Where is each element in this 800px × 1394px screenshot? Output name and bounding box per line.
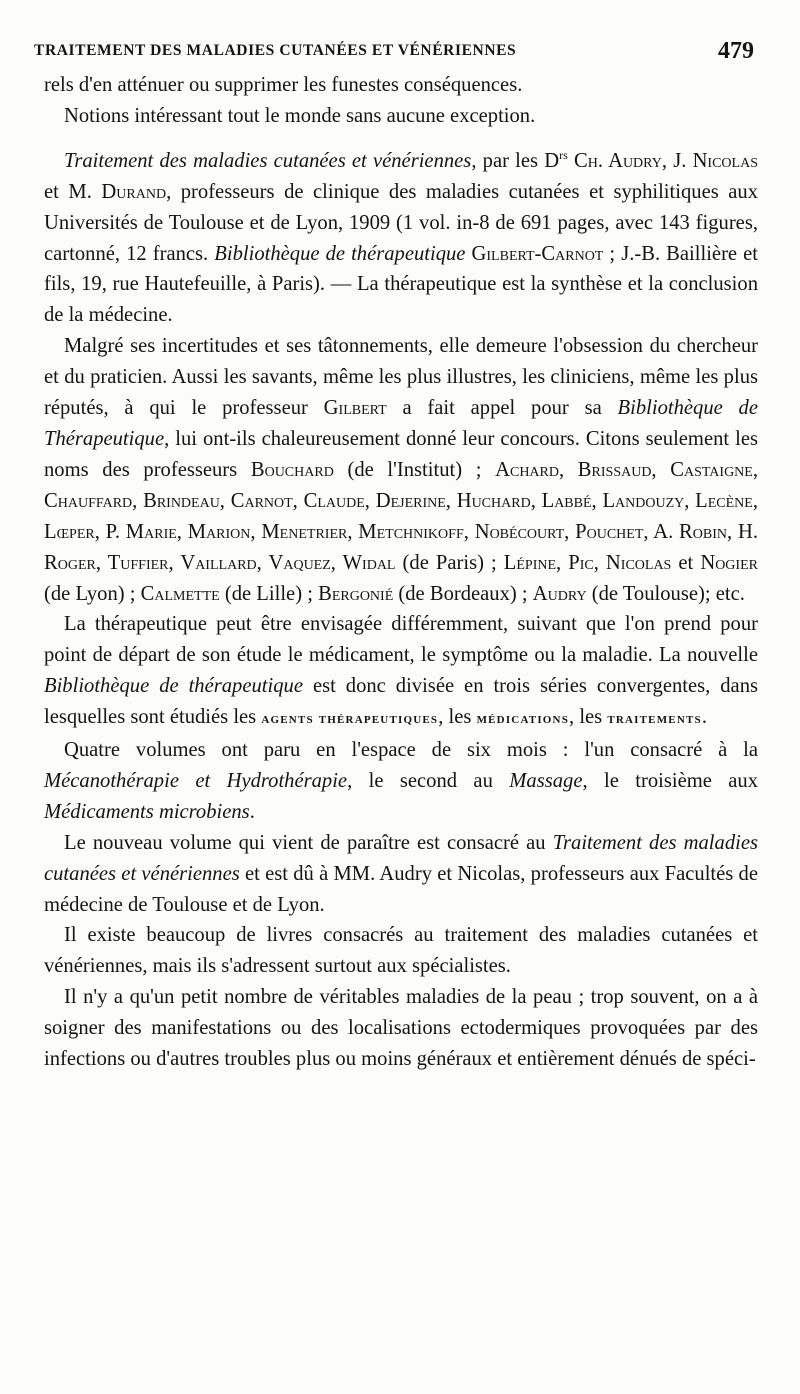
p5-text-4: . xyxy=(249,800,255,823)
author-durand: Durand xyxy=(101,180,167,203)
p3-text-3: , lui ont-ils chaleureusement donné leur concours. Citons seulement les noms des professeurs xyxy=(44,427,758,481)
paragraph-5 xyxy=(44,735,758,828)
citation-by: , par les D xyxy=(471,149,560,172)
citation-sep-1: , J. xyxy=(661,149,693,172)
p3-text-8: (de Lille) ; xyxy=(219,582,319,605)
series-agents: agents thérapeutiques xyxy=(261,711,439,728)
p5-text-1: Quatre volumes ont paru en l'espace de six mois : l'un consacré à la xyxy=(64,739,758,762)
author-nicolas: Nicolas xyxy=(692,149,758,172)
citation-drs-sup: rs xyxy=(559,147,568,162)
paragraph-1-line-1: rels d'en atténuer ou supprimer les funestes conséquences. xyxy=(44,74,523,96)
p4-text-1: La thérapeutique peut être envisagée différemment, suivant que l'on prend pour point de départ de son étude le médicament, le symptôme ou la maladie. La nouvelle xyxy=(44,613,758,667)
citation-text-2: ; J.-B. Baillière et fils, 19, rue Hautefeuille, à Paris). — La thérapeutique est la synthèse et la conclusion de la médecine. xyxy=(44,242,758,327)
citation-sep-2: et M. xyxy=(44,180,102,203)
p3-text-1: Malgré ses incertitudes et ses tâtonnements, elle demeure l'obsession du chercheur et du praticien. Aussi les savants, même les plus illustres, les cliniciens, même les plus réputés, à qui le professeur xyxy=(44,335,758,420)
p3-text-2: a fait appel pour sa xyxy=(386,397,618,420)
p3-text-6: et xyxy=(671,551,701,574)
paragraph-1-line-2: Notions intéressant tout le monde sans aucune exception. xyxy=(64,104,536,127)
running-title: TRAITEMENT DES MALADIES CUTANÉES ET VÉNÉRIENNES xyxy=(34,42,517,59)
book-title: Traitement des maladies cutanées et vénériennes xyxy=(64,149,472,172)
p4-biblio-title: Bibliothèque de thérapeutique xyxy=(44,675,303,698)
volume-medicaments-microbiens: Médicaments microbiens xyxy=(44,800,250,823)
p3-text-10: (de Toulouse); etc. xyxy=(586,582,745,605)
paragraph-6 xyxy=(44,828,758,921)
p6-text-2: et est dû à MM. Audry et Nicolas, professeurs aux Facultés de médecine de Toulouse et de Lyon. xyxy=(44,862,758,916)
p5-text-2: , le second au xyxy=(347,769,510,792)
p3-text-7: (de Lyon) ; xyxy=(44,582,141,605)
page-number: 479 xyxy=(718,38,754,64)
page-header xyxy=(34,38,754,68)
paragraph-7: Il existe beaucoup de livres consacrés au traitement des maladies cutanées et vénériennes, mais ils s'adressent surtout aux spécialistes. xyxy=(44,924,758,978)
p3-text-4: (de l'Institut) ; xyxy=(333,458,496,481)
name-audry: Audry xyxy=(532,582,587,605)
p3-text-5: (de Paris) ; xyxy=(395,551,504,574)
p4-text-4: , les xyxy=(569,706,608,729)
p6-text-1: Le nouveau volume qui vient de paraître est consacré au xyxy=(64,831,553,854)
series-medications: médications xyxy=(476,711,570,728)
p3-text-9: (de Bordeaux) ; xyxy=(393,582,533,605)
name-gilbert: Gilbert xyxy=(323,397,387,420)
p3-biblio-title: Bibliothèque de Thérapeutique xyxy=(44,397,758,450)
volume-mecanotherapie: Mécanothérapie et Hydrothérapie xyxy=(44,769,348,792)
series-title: Bibliothèque de thérapeutique xyxy=(214,242,466,265)
volume-massage: Massage xyxy=(509,769,583,792)
paragraph-8: Il n'y a qu'un petit nombre de véritables maladies de la peau ; trop souvent, on a à soigner des manifestations ou des localisations ectodermiques provoquées par des infections ou d'autres troubles plus ou moins généraux et entièrement dénués de spéci- xyxy=(44,986,758,1071)
p6-book-title: Traitement des maladies cutanées et vénériennes xyxy=(44,831,758,885)
p4-text-2: est donc divisée en trois séries convergentes, dans lesquelles sont étudiés les xyxy=(44,675,759,729)
author-audry: Ch. Audry xyxy=(567,149,662,172)
names-paris: Achard, Brissaud, Castaigne, Chauffard, Brindeau, Carnot, Claude, Dejerine, Huchard, Labbé, Landouzy, Lecène, Lœper, P. Marie, Marion, Menetrier, Metchnikoff, Nobécourt, Pouchet, A. Robin, H. Roger, Tuffier, Vaillard, Vaquez, Widal xyxy=(44,458,758,574)
name-bergonie: Bergonié xyxy=(318,582,394,605)
paragraph-3 xyxy=(44,331,758,609)
name-calmette: Calmette xyxy=(140,582,220,605)
paragraph-review-citation xyxy=(44,146,758,331)
paragraph-1 xyxy=(44,70,758,132)
name-nogier: Nogier xyxy=(700,551,758,574)
p4-text-3: , les xyxy=(438,706,477,729)
series-editors: Gilbert-Carnot xyxy=(471,242,604,265)
name-bouchard: Bouchard xyxy=(250,458,334,481)
body-text xyxy=(44,70,758,1075)
p5-text-3: , le troisième aux xyxy=(582,769,758,792)
p4-text-5: . xyxy=(701,706,707,729)
paragraph-4 xyxy=(44,609,758,735)
citation-text-1: , professeurs de clinique des maladies cutanées et syphilitiques aux Universités de Toulouse et de Lyon, 1909 (1 vol. in-8 de 691 pages, avec 143 figures, cartonné, 12 francs. xyxy=(44,180,758,265)
names-lyon: Lépine, Pic, Nicolas xyxy=(503,551,672,574)
series-traitements: traitements xyxy=(607,711,702,728)
